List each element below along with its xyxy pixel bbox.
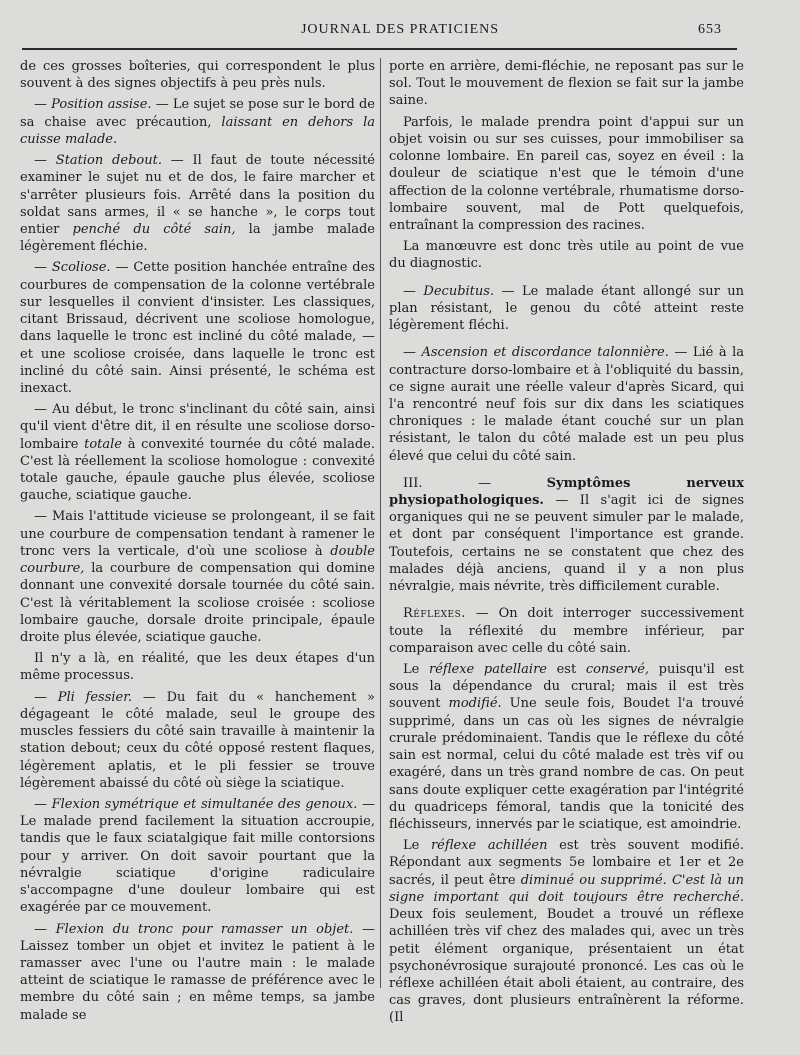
column-divider: [380, 58, 381, 988]
text: — Il s'agit ici de signes organiques qui ne se peuvent simuler par le malade, et dont par conséquent l'importance est grande. Toutefois, certains ne se constatent que chez des malades déjà anciens, quand il y a non plus névralgie, mais névrite, très difficilement curable.: [389, 493, 744, 595]
section-heading: — Pli fessier.: [34, 689, 133, 705]
text: est très souvent modifié. Répondant aux segments 5e lombaire et 1er et 2e sacrés, il peut être: [389, 838, 744, 888]
emphasis: modifié.: [448, 696, 502, 712]
paragraph-decubitus: [389, 283, 744, 335]
emphasis: penché du côté sain,: [72, 221, 236, 237]
section-heading: — Decubitus.: [403, 283, 495, 299]
journal-title: JOURNAL DES PRATICIENS: [300, 22, 500, 37]
paragraph-reflexe-achilleen: [389, 837, 744, 1026]
paragraph: de ces grosses boîteries, qui correspondent le plus souvent à des signes objectifs à peu près nuls.: [20, 59, 375, 92]
emphasis: totale: [84, 436, 123, 452]
section-heading: — Position assise.: [34, 97, 152, 113]
text: — Lié à la contracture dorso-lombaire et à l'obliquité du bassin, ce signe aurait une réelle valeur d'après Sicard, qui l'a rencontré neuf fois sur dix dans les sciatiques chroniques : le malade étant couché sur un plan résistant, le talon du côté malade est un peu plus élevé que celui du côté sain.: [389, 345, 745, 464]
text: à convexité tournée du côté malade. C'est là réellement la scoliose homologue : convexité totale gauche, épaule gauche plus élevée, scoliose gauche, sciatique gauche.: [20, 436, 375, 504]
text: Deux fois seulement, Boudet a trouvé un réflexe achilléen très vif chez des malades qui, avec un très petit élément organique, présentaient un état psychonévrosique surajouté prononcé. Les cas où le réflexe achilléen était aboli étaient, au contraire, des cas graves, dont plusieurs entraînèrent la réforme. (Il: [389, 907, 744, 1026]
text: Le: [403, 662, 429, 677]
text: Une seule fois, Boudet l'a trouvé supprimé, dans un cas où les signes de névralgie crurale prédominaient. Tandis que le réflexe du côté sain est normal, celui du côté malade est très vif ou exagéré, dans un très grand nombre de cas. On peut sans doute expliquer cette exagération par l'intégrité du quadriceps fémoral, tandis que la tonicité des fléchisseurs, innervés par le sciatique, est amoindrie.: [389, 696, 745, 832]
paragraph-reflexes: [389, 605, 744, 657]
emphasis: conservé,: [585, 662, 650, 677]
emphasis: diminué ou supprimé. C'est là un signe important qui doit toujours être recherché.: [389, 872, 744, 905]
paragraph-station-debout: [20, 152, 375, 255]
section-heading: — Station debout.: [34, 153, 162, 169]
paragraph: Il n'y a là, en réalité, que les deux étapes d'un même processus.: [20, 651, 375, 684]
emphasis: laissant en dehors la cuisse malade.: [20, 114, 375, 147]
emphasis: double courbure,: [20, 543, 375, 577]
text: est: [547, 662, 586, 677]
right-column: [389, 58, 744, 1031]
paragraph-flexion-genoux: [20, 796, 375, 917]
section-heading: Réflexes.: [403, 606, 466, 622]
paragraph-section-iii: [389, 475, 744, 596]
left-column: [20, 58, 375, 1028]
text: — Du fait du « hanchement » dégageant le côté malade, seul le groupe des muscles fessiers du côté sain travaille à maintenir la station debout; ceux du côté opposé restent flaques, légèrement aplatis, et le pli fessier se trouve légèrement abaissé du côté où siège la sciatique.: [20, 689, 375, 791]
section-heading: — Flexion du tronc pour ramasser un objet.: [34, 921, 354, 937]
paragraph-pli-fessier: [20, 689, 375, 792]
section-heading: — Flexion symétrique et simultanée des genoux.: [34, 796, 358, 812]
paragraph: [20, 508, 375, 646]
text: — Il faut de toute nécessité examiner le sujet nu et de dos, le faire marcher et s'arrêter plusieurs fois. Arrêté dans la position du soldat sans armes, il « se hanche », le corps tout entier: [20, 153, 375, 237]
page-number: 653: [698, 22, 722, 37]
text: — Mais l'attitude vicieuse se prolongeant, il se fait une courbure de compensation tendant à ramener le tronc vers la verticale, d'où une scoliose à: [20, 509, 375, 559]
text: — Le malade étant allongé sur un plan résistant, le genou du côté atteint reste légèrement fléchi.: [389, 283, 744, 334]
running-header: [0, 22, 800, 44]
paragraph: La manœuvre est donc très utile au point de vue du diagnostic.: [389, 239, 744, 272]
text: — Au début, le tronc s'inclinant du côté sain, ainsi qu'il vient d'être dit, il en résulte une scoliose dorso-lombaire: [20, 402, 375, 452]
paragraph-flexion-tronc: [20, 921, 375, 1024]
paragraph-ascension: [389, 344, 744, 465]
paragraph-position-assise: [20, 96, 375, 148]
section-number: III. —: [403, 475, 547, 491]
text: la jambe malade légèrement fléchie.: [20, 221, 375, 255]
text: puisqu'il est sous la dépendance du crural; mais il est très souvent: [389, 662, 744, 712]
section-title: Symptômes nerveux physiopathologiques.: [389, 475, 744, 509]
paragraph: [20, 401, 375, 504]
text: — Le sujet se pose sur le bord de sa chaise avec précaution,: [20, 97, 375, 130]
emphasis: réflexe patellaire: [428, 662, 547, 677]
emphasis: réflexe achilléen: [430, 838, 548, 854]
header-rule: [22, 48, 737, 50]
text: — Le malade prend facilement la situation accroupie, tandis que le faux sciatalgique fait mille contorsions pour y arriver. On doit savoir pourtant que la névralgie sciatique d'origine radiculaire s'accompagne d'une douleur lombaire qui est exagérée par ce mouvement.: [20, 796, 375, 916]
paragraph: Parfois, le malade prendra point d'appui sur un objet voisin ou sur ses cuisses, pour immobiliser sa colonne lombaire. En pareil cas, soyez en éveil : la douleur de sciatique n'est que le témoin d'une affection de la colonne vertébrale, rhumatisme dorso-lombaire souvent, mal de Pott quelquefois, entraînant la compression des racines.: [389, 114, 744, 233]
text: — On doit interroger successivement toute la réflexité du membre inférieur, par comparaison avec celle du côté sain.: [389, 606, 744, 656]
section-heading: — Scoliose.: [34, 260, 111, 276]
text: la courbure de compensation qui domine donnant une convexité dorsale tournée du côté sain. C'est là véritablement la scoliose croisée : scoliose lombaire gauche, dorsale droite principale, épaule droite plus élevée, sciatique gauche.: [20, 561, 375, 645]
text: — Cette position hanchée entraîne des courbures de compensation de la colonne vertébrale sur lesquelles il convient d'insister. Les classiques, citant Brissaud, décrivent une scoliose homologue, dans laquelle le tronc est incliné du côté malade, — et une scoliose croisée, dans laquelle le tronc est incliné du côté sain. Ainsi présenté, le schéma est inexact.: [20, 260, 375, 396]
paragraph-scoliose: [20, 259, 375, 397]
text: — Laissez tomber un objet et invitez le patient à le ramasser avec l'une ou l'autre main : le malade atteint de sciatique le ramasse de préférence avec le membre du côté sain ; en même temps, sa jambe malade se: [20, 921, 375, 1023]
text: Le: [403, 838, 431, 854]
paragraph: porte en arrière, demi-fléchie, ne reposant pas sur le sol. Tout le mouvement de flexion se fait sur la jambe saine.: [389, 59, 744, 109]
section-heading: — Ascension et discordance talonnière.: [403, 345, 669, 361]
paragraph-reflexe-patellaire: [389, 661, 744, 833]
